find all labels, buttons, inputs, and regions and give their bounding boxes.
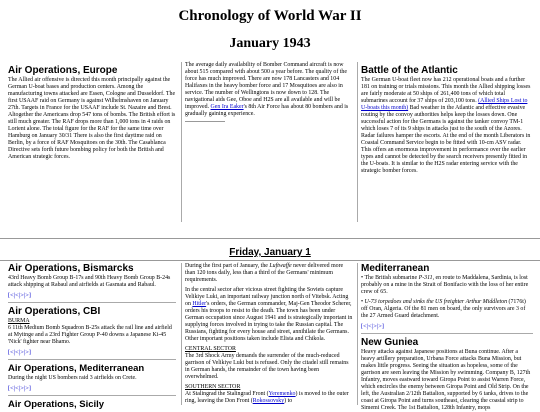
- air-ops-bismarcks-heading: Air Operations, Bismarcks: [8, 263, 134, 274]
- nav-arrows[interactable]: [<|<|>|>]: [361, 323, 384, 330]
- bomber-command-text: The average daily availability of Bomber Command aircraft is now about 515 compared with about 500 a year before. The quality of the force has much improved. There are now 178 Lancasters and 104 Halifaxes in the heavy bomber force and 17 Mosquitoes are also in service. The number of Wellingtons is now down to 128. The navigational aids Gee, Oboe and H2S are all available and will be improved.: [185, 62, 347, 110]
- day-left-column: [8, 263, 176, 410]
- submarine-name: P-311: [418, 275, 433, 281]
- luftwaffe-text: During the first part of January, the: [185, 263, 268, 269]
- mediterranean-text-end: , en route to Maddalena, Sardinia, is lost probably on a mine in the Strait of Bonifacio with the loss of her entire crew of 65.: [361, 275, 529, 295]
- entry-divider: [8, 359, 176, 360]
- air-ops-europe-section: [8, 62, 176, 237]
- column-divider: [357, 263, 358, 405]
- battle-atlantic-text-end: Bad weather in the Atlantic and effective evasive routing by the convoy authorities helps keep the losses down. One successful action for the Germans is against the tanker convoy TM-1 which loses 7 of its 9 ships in attacks just to the south of the Azores. Radar failures hamper the escorts. At the end of the month Liberators in Coastal Command Service begin to be fitted with 10-cm ASV radar. This offers an enormous improvement in performance over the earlier types and cannot be detected by the search receivers presently fitted in the U-boats. It is similar to the H2S radar entering service with the strategic bomber forces.: [361, 105, 531, 174]
- short-divider: [185, 121, 225, 123]
- battle-atlantic-heading: Battle of the Atlantic: [361, 65, 458, 76]
- section-divider: [0, 260, 540, 261]
- central-sector-label: CENTRAL SECTOR: [185, 346, 236, 352]
- new-guinea-heading: New Guniea: [361, 337, 419, 348]
- entry-divider: [8, 395, 176, 396]
- ship-name: Arthur Middleton: [465, 299, 508, 305]
- page-subtitle: January 1943: [229, 36, 311, 51]
- air-ops-med-text: During the night US bombers raid 3 airfields on Crete.: [8, 375, 137, 381]
- rokossovsky-link[interactable]: Rokossovsky: [252, 398, 285, 404]
- nav-arrows[interactable]: [<|<|>|>]: [8, 385, 31, 392]
- southern-sector-text: At Stalingrad the Stalingrad Front (: [185, 391, 269, 397]
- southern-sector-label: SOUTHERN SECTOR: [185, 384, 241, 390]
- mediterranean-text: The British submarine: [364, 275, 418, 281]
- southern-sector-text-end: ) to: [284, 398, 293, 404]
- day-right-column: Mediterranean • The British submarine P-311, en route to Maddalena, Sardinia, is lost probably on a mine in the Strait of Bonifacio with the loss of her entire crew of 65. • U-73 torpedoes and sinks the US freighter Arthur Middleton (7176t) off Oran, Algeria. Of the 81 men on board, the only survivors are 3 of the 27 Armed Guard detachment. [<|<|>|>] New Guniea Heavy attacks against Japanese positions at Buna continue. After a heavy artillery preparation, Urbana Force attacks Buna Mission, but makes little progress. Seeing the situation as hopeless, some of the garrison are seen leaving the Mission by swimming. Company B, 127th Infantry, moves eastward toward Giropa Point to assist Warren Force, which encircles the enemy between Giropa Point and Old Strip. On the left, the Australian 2/12th Battalion, supported by 6 tanks, drives to the coast at Giropa Point and turns southeast, clearing the coastal strip to Simemi Creek. The 1st Battalion, 128th Infantry, mops: [361, 263, 533, 405]
- air-ops-med-heading: Air Operations, Mediterranean: [8, 363, 145, 374]
- day-heading: Friday, January 1: [229, 247, 311, 258]
- yeremenko-link[interactable]: Yeremenko: [268, 391, 296, 397]
- eaker-link[interactable]: Gen Ira Eaker: [210, 104, 244, 110]
- bomber-command-text-end: 's 8th Air Force has about 80 bombers and is gradually gaining experience.: [185, 104, 349, 117]
- central-sector-text: The 3rd Shock Army demands the surrender of the much-reduced garrison of Velikiye Luki but is refused. Only the citadel still remains in German hands, the remainder of the town having been overwhelmed.: [185, 353, 349, 380]
- allied-ships-lost-link[interactable]: (Allied Ships Lost to U-boats this month): [361, 98, 528, 111]
- hitler-link[interactable]: Hitler: [192, 301, 207, 307]
- nav-arrows[interactable]: [<|<|>|>]: [8, 349, 31, 356]
- velikiye-luki-text-end: 's orders, the German commander, Maj-Gen Theodor Scherer, orders his troops to resist to the death. The town has been under German occupation since August 1941 and is strategically important in supplying forces involved in trying to take the Russian capital. The Russians, fighting for every house and street, annihilate the Germans. Other important positions taken include Elista and Chikola.: [185, 301, 353, 342]
- air-ops-cbi-heading: Air Operations, CBI: [8, 306, 101, 317]
- new-guinea-text: Heavy attacks against Japanese positions at Buna continue. After a heavy artillery preparation, Urbana Force attacks Buna Mission, but makes little progress. Seeing the situation as hopeless, some of the garrison are seen leaving the Mission by swimming. Company B, 127th Infantry, moves eastward toward Giropa Point to assist Warren Force, which encircles the enemy between Giropa Point and Old Strip. On the left, the Australian 2/12th Battalion, supported by 6 tanks, drives to the coast at Giropa Point and turns southeast, clearing the coastal strip to Simemi Creek. The 1st Battalion, 128th Infantry, mops: [361, 349, 531, 411]
- luftwaffe-text-end: never delivered more than 120 tons daily, less than a third of the Germans' minimum requirements.: [185, 263, 344, 283]
- nav-arrows[interactable]: [<|<|>|>]: [8, 292, 31, 299]
- air-ops-cbi-text: 6 11th Medium Bomb Squadron B-25s attack the rail line and airfield at Myitnge and a 23rd Fighter Group P-40 downs a Japanese Ki-45 'Nick' fighter near Bhamo.: [8, 325, 172, 345]
- air-ops-sicily-heading: Air Operations, Sicily: [8, 399, 105, 410]
- luftwaffe-term: Luftwaffe: [269, 263, 292, 269]
- entry-divider: [361, 333, 533, 334]
- u73-text-end: (7176t) off Oran, Algeria. Of the 81 men on board, the only survivors are 3 of the 27 Armed Guard detachment.: [361, 299, 526, 319]
- southern-sector-text-mid: ) is moved to the outer ring, leaving the Don Front (: [185, 391, 349, 404]
- column-divider: [357, 62, 358, 222]
- entry-divider: [8, 302, 176, 303]
- page-title: Chronology of World War II: [178, 8, 362, 24]
- air-ops-bismarcks-text: 43rd Heavy Bomb Group B-17s and 90th Heavy Bomb Group B-24s attack shipping at Rabaul and airfields at Gasmata and Rabaul.: [8, 275, 171, 288]
- column-divider: [181, 263, 182, 405]
- column-divider: [181, 62, 182, 222]
- battle-atlantic-text: The German U-boat fleet now has 212 operational boats and a further 181 on training or trials missions. This month the Allied shipping losses are fairly moderate at 50 ships of 261,400 tons of which total submarines account for 37 ships of 203,100 tons.: [361, 77, 531, 104]
- velikiye-luki-text: In the central sector after vicious street fighting the Soviets capture Velikiye Luki, an important railway junction north of Vitebsk. Acting on: [185, 287, 349, 307]
- air-ops-europe-heading: Air Operations, Europe: [8, 65, 118, 76]
- section-divider: [0, 238, 540, 239]
- bomber-command-section: [185, 62, 353, 237]
- air-ops-europe-text: The Allied air offensive is directed this month principally against the German U-boat bases and production centers. Among the manufacturing towns attacked are Essen, Cologne and Dusseldorf. The first USAAF raid on Germany is against Wilhelmshaven on January 27th. Targets in France for the USAAF include St. Nazaire and Brest. Altogether the Americans drop 547 tons of bombs. The British effort is still much greater. The RAF drops more than 1,000 tons in 4 raids on Lorient alone. The total figure for the RAF for the same time over Hamburg on January 30/31 There is also the first daytime raid on Berlin, by a force of RAF Mosquitoes on the 30th. The Casablanca Directive sets forth future bombing policy for both the British and American strategic forces.: [8, 77, 176, 160]
- battle-atlantic-section: [361, 62, 533, 237]
- u73-text: U-73 torpedoes and sinks the US freighter: [364, 299, 465, 305]
- mediterranean-heading: Mediterranean: [361, 263, 430, 274]
- burma-subheading: BURMA: [8, 318, 30, 324]
- day-middle-column: [185, 263, 353, 405]
